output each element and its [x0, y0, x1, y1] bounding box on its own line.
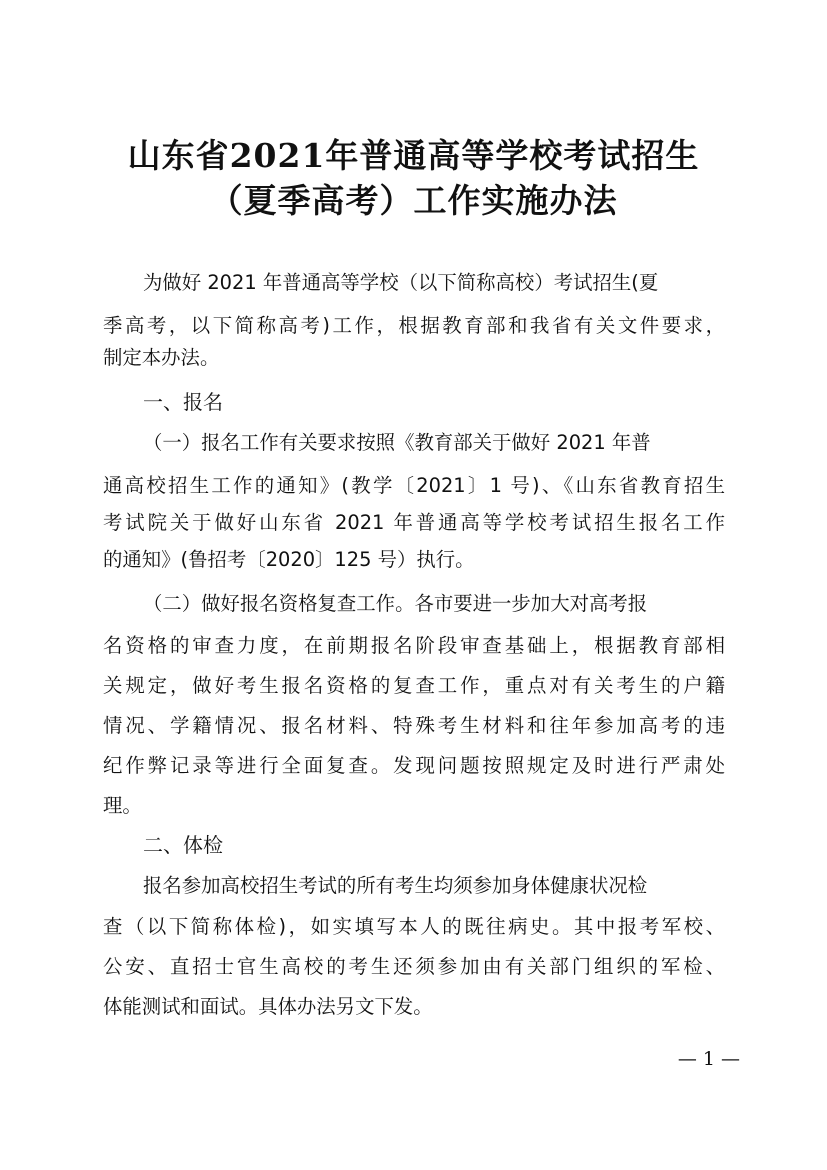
item2-line-2: 名资格的审查力度，在前期报名阶段审查基础上，根据教育部相: [103, 634, 725, 657]
intro-line-1: 为做好 2021 年普通高等学校（以下简称高校）考试招生(夏: [143, 271, 659, 294]
intro-line-2: 季高考，以下简称高考)工作，根据教育部和我省有关文件要求，: [103, 314, 725, 337]
intro-line-3: 制定本办法。: [103, 346, 220, 369]
document-title-line-2: （夏季高考）工作实施办法: [209, 181, 618, 220]
item1-line-2: 通高校招生工作的通知》(教学〔2021〕1 号)、《山东省教育招生: [103, 474, 725, 497]
item1-line-4: 的通知》(鲁招考〔2020〕125 号）执行。: [103, 548, 475, 571]
item2-line-1: （二）做好报名资格复查工作。各市要进一步加大对高考报: [143, 592, 648, 615]
section2-line-1: 报名参加高校招生考试的所有考生均须参加身体健康状况检: [143, 874, 648, 897]
item2-line-5: 纪作弊记录等进行全面复查。发现问题按照规定及时进行严肃处: [103, 754, 725, 777]
item2-line-4: 情况、学籍情况、报名材料、特殊考生材料和往年参加高考的违: [103, 714, 725, 737]
item1-line-3: 考试院关于做好山东省 2021 年普通高等学校考试招生报名工作: [103, 511, 725, 534]
section-heading-registration: 一、报名: [143, 390, 223, 414]
item2-line-3: 关规定，做好考生报名资格的复查工作，重点对有关考生的户籍: [103, 674, 725, 697]
page-number: — 1 —: [677, 1048, 740, 1070]
section2-line-2: 查（以下简称体检)，如实填写本人的既往病史。其中报考军校、: [103, 915, 725, 938]
item2-line-6: 理。: [103, 794, 142, 817]
section-heading-physical-exam: 二、体检: [143, 833, 223, 857]
item1-line-1: （一）报名工作有关要求按照《教育部关于做好 2021 年普: [143, 431, 651, 454]
section2-line-3: 公安、直招士官生高校的考生还须参加由有关部门组织的军检、: [103, 955, 725, 978]
document-title-line-1: 山东省2021年普通高等学校考试招生: [127, 136, 700, 175]
section2-line-4: 体能测试和面试。具体办法另文下发。: [103, 995, 433, 1018]
